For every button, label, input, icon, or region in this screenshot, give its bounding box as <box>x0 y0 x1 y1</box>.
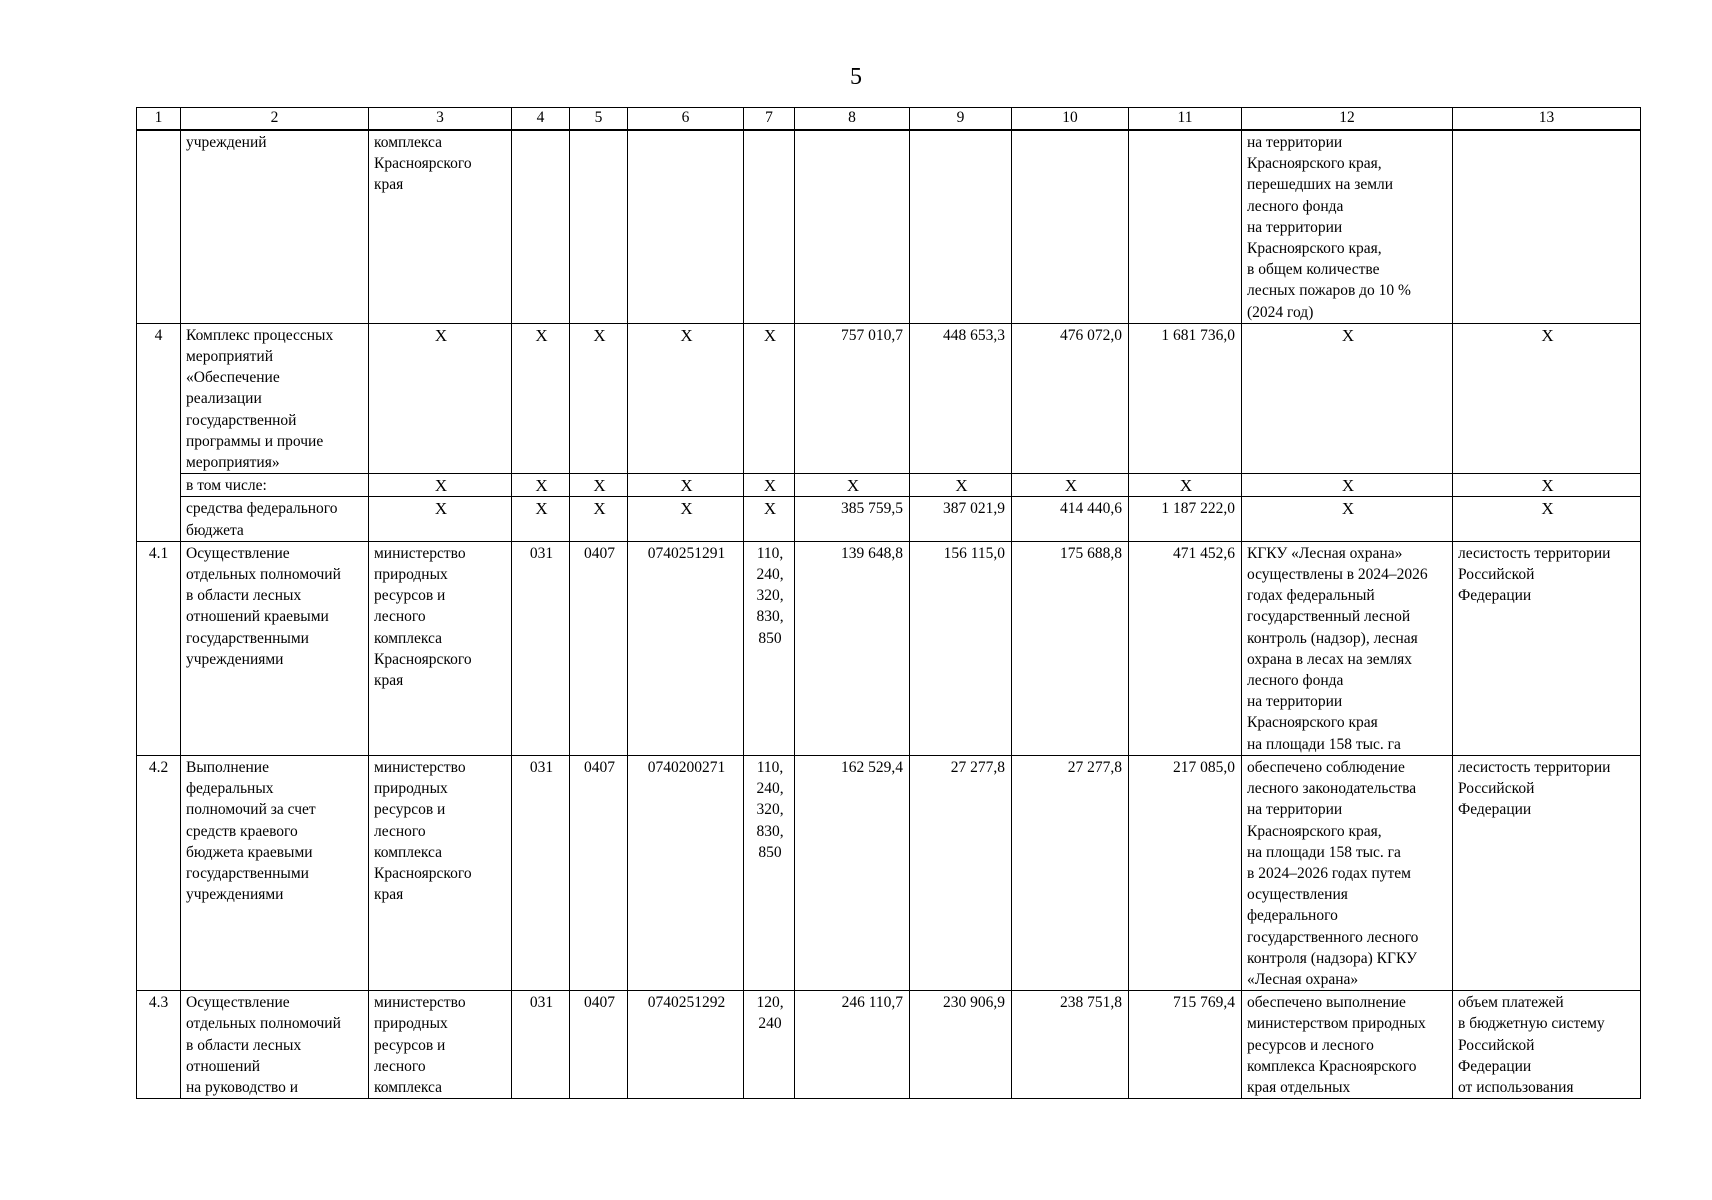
cell-2024: 139 648,8 <box>795 541 910 755</box>
cell-2024: 246 110,7 <box>795 991 910 1099</box>
cell-csr: X <box>628 497 744 541</box>
cell-index <box>137 130 181 323</box>
cell-grbs: 031 <box>512 991 570 1099</box>
cell-indicator <box>1453 130 1641 323</box>
table-row <box>137 991 1641 1099</box>
cell-2024: 385 759,5 <box>795 497 910 541</box>
cell-rzpr: X <box>570 474 628 497</box>
cell-csr: 0740251292 <box>628 991 744 1099</box>
cell-indicator: лесистость территории Российской Федерации <box>1453 755 1641 990</box>
cell-empty <box>744 130 795 323</box>
header-cell: 8 <box>795 108 910 131</box>
header-cell: 6 <box>628 108 744 131</box>
cell-2026: X <box>1012 474 1129 497</box>
cell-name: Осуществление отдельных полномочий в области лесных отношений краевыми государственными учреждениями <box>181 541 369 755</box>
cell-name: учреждений <box>181 130 369 323</box>
cell-2026: 238 751,8 <box>1012 991 1129 1099</box>
cell-name: средства федерального бюджета <box>181 497 369 541</box>
cell-total: 1 681 736,0 <box>1129 323 1242 473</box>
cell-empty <box>1012 130 1129 323</box>
cell-2025: 156 115,0 <box>910 541 1012 755</box>
header-cell: 1 <box>137 108 181 131</box>
cell-empty <box>795 130 910 323</box>
cell-executor: министерство природных ресурсов и лесного комплекса Красноярского края <box>369 541 512 755</box>
cell-result: X <box>1242 497 1453 541</box>
cell-2024: X <box>795 474 910 497</box>
table-row <box>137 130 1641 323</box>
header-cell: 10 <box>1012 108 1129 131</box>
page-number: 5 <box>850 64 862 90</box>
header-row <box>137 108 1641 131</box>
cell-rzpr: X <box>570 323 628 473</box>
cell-index: 4 <box>137 323 181 541</box>
header-cell: 3 <box>369 108 512 131</box>
cell-rzpr: 0407 <box>570 541 628 755</box>
cell-result: X <box>1242 474 1453 497</box>
cell-2025: X <box>910 474 1012 497</box>
cell-name: в том числе: <box>181 474 369 497</box>
cell-csr: X <box>628 323 744 473</box>
cell-vr: 120, 240 <box>744 991 795 1099</box>
cell-empty <box>512 130 570 323</box>
cell-index: 4.1 <box>137 541 181 755</box>
cell-result: X <box>1242 323 1453 473</box>
cell-executor: X <box>369 497 512 541</box>
cell-indicator: объем платежей в бюджетную систему Российской Федерации от использования <box>1453 991 1641 1099</box>
cell-vr: 110, 240, 320, 830, 850 <box>744 755 795 990</box>
cell-executor: министерство природных ресурсов и лесного комплекса <box>369 991 512 1099</box>
cell-total: 1 187 222,0 <box>1129 497 1242 541</box>
cell-2025: 230 906,9 <box>910 991 1012 1099</box>
cell-empty <box>628 130 744 323</box>
cell-total: 471 452,6 <box>1129 541 1242 755</box>
cell-indicator: X <box>1453 497 1641 541</box>
cell-result: обеспечено выполнение министерством природных ресурсов и лесного комплекса Красноярского края отдельных <box>1242 991 1453 1099</box>
cell-vr: X <box>744 497 795 541</box>
cell-result: КГКУ «Лесная охрана» осуществлены в 2024–2026 годах федеральный государственный лесной контроль (надзор), лесная охрана в лесах на землях лесного фонда на территории Красноярского края на площади 158 тыс. га <box>1242 541 1453 755</box>
cell-executor: комплекса Красноярского края <box>369 130 512 323</box>
cell-empty <box>910 130 1012 323</box>
header-cell: 12 <box>1242 108 1453 131</box>
cell-2024: 162 529,4 <box>795 755 910 990</box>
cell-executor: X <box>369 474 512 497</box>
cell-2025: 387 021,9 <box>910 497 1012 541</box>
cell-csr: X <box>628 474 744 497</box>
cell-empty <box>570 130 628 323</box>
cell-indicator: X <box>1453 474 1641 497</box>
header-cell: 13 <box>1453 108 1641 131</box>
cell-grbs: 031 <box>512 755 570 990</box>
cell-vr: 110, 240, 320, 830, 850 <box>744 541 795 755</box>
cell-2026: 476 072,0 <box>1012 323 1129 473</box>
cell-name: Осуществление отдельных полномочий в области лесных отношений на руководство и <box>181 991 369 1099</box>
cell-rzpr: 0407 <box>570 991 628 1099</box>
cell-empty <box>1129 130 1242 323</box>
table-row <box>137 497 1641 541</box>
cell-2024: 757 010,7 <box>795 323 910 473</box>
cell-index: 4.2 <box>137 755 181 990</box>
cell-2026: 27 277,8 <box>1012 755 1129 990</box>
cell-vr: X <box>744 323 795 473</box>
cell-2025: 448 653,3 <box>910 323 1012 473</box>
cell-grbs: 031 <box>512 541 570 755</box>
cell-name: Комплекс процессных мероприятий «Обеспечение реализации государственной программы и прочие мероприятия» <box>181 323 369 473</box>
header-cell: 2 <box>181 108 369 131</box>
cell-2025: 27 277,8 <box>910 755 1012 990</box>
table-row <box>137 474 1641 497</box>
cell-total: 217 085,0 <box>1129 755 1242 990</box>
cell-indicator: X <box>1453 323 1641 473</box>
table-row <box>137 755 1641 990</box>
cell-grbs: X <box>512 323 570 473</box>
cell-total: X <box>1129 474 1242 497</box>
cell-result: обеспечено соблюдение лесного законодательства на территории Красноярского края, на площади 158 тыс. га в 2024–2026 годах путем осуществления федерального государственного лесного контроля (надзора) КГКУ «Лесная охрана» <box>1242 755 1453 990</box>
cell-indicator: лесистость территории Российской Федерации <box>1453 541 1641 755</box>
cell-vr: X <box>744 474 795 497</box>
cell-csr: 0740200271 <box>628 755 744 990</box>
table-row <box>137 541 1641 755</box>
cell-2026: 175 688,8 <box>1012 541 1129 755</box>
header-cell: 5 <box>570 108 628 131</box>
cell-grbs: X <box>512 497 570 541</box>
program-table <box>136 107 1641 1099</box>
table-row <box>137 323 1641 473</box>
cell-2026: 414 440,6 <box>1012 497 1129 541</box>
cell-executor: X <box>369 323 512 473</box>
cell-executor: министерство природных ресурсов и лесного комплекса Красноярского края <box>369 755 512 990</box>
cell-csr: 0740251291 <box>628 541 744 755</box>
cell-grbs: X <box>512 474 570 497</box>
header-cell: 9 <box>910 108 1012 131</box>
cell-total: 715 769,4 <box>1129 991 1242 1099</box>
cell-rzpr: X <box>570 497 628 541</box>
header-cell: 7 <box>744 108 795 131</box>
cell-rzpr: 0407 <box>570 755 628 990</box>
cell-index: 4.3 <box>137 991 181 1099</box>
cell-name: Выполнение федеральных полномочий за счет средств краевого бюджета краевыми государственными учреждениями <box>181 755 369 990</box>
header-cell: 11 <box>1129 108 1242 131</box>
header-cell: 4 <box>512 108 570 131</box>
cell-result: на территории Красноярского края, перешедших на земли лесного фонда на территории Красноярского края, в общем количестве лесных пожаров до 10 % (2024 год) <box>1242 130 1453 323</box>
